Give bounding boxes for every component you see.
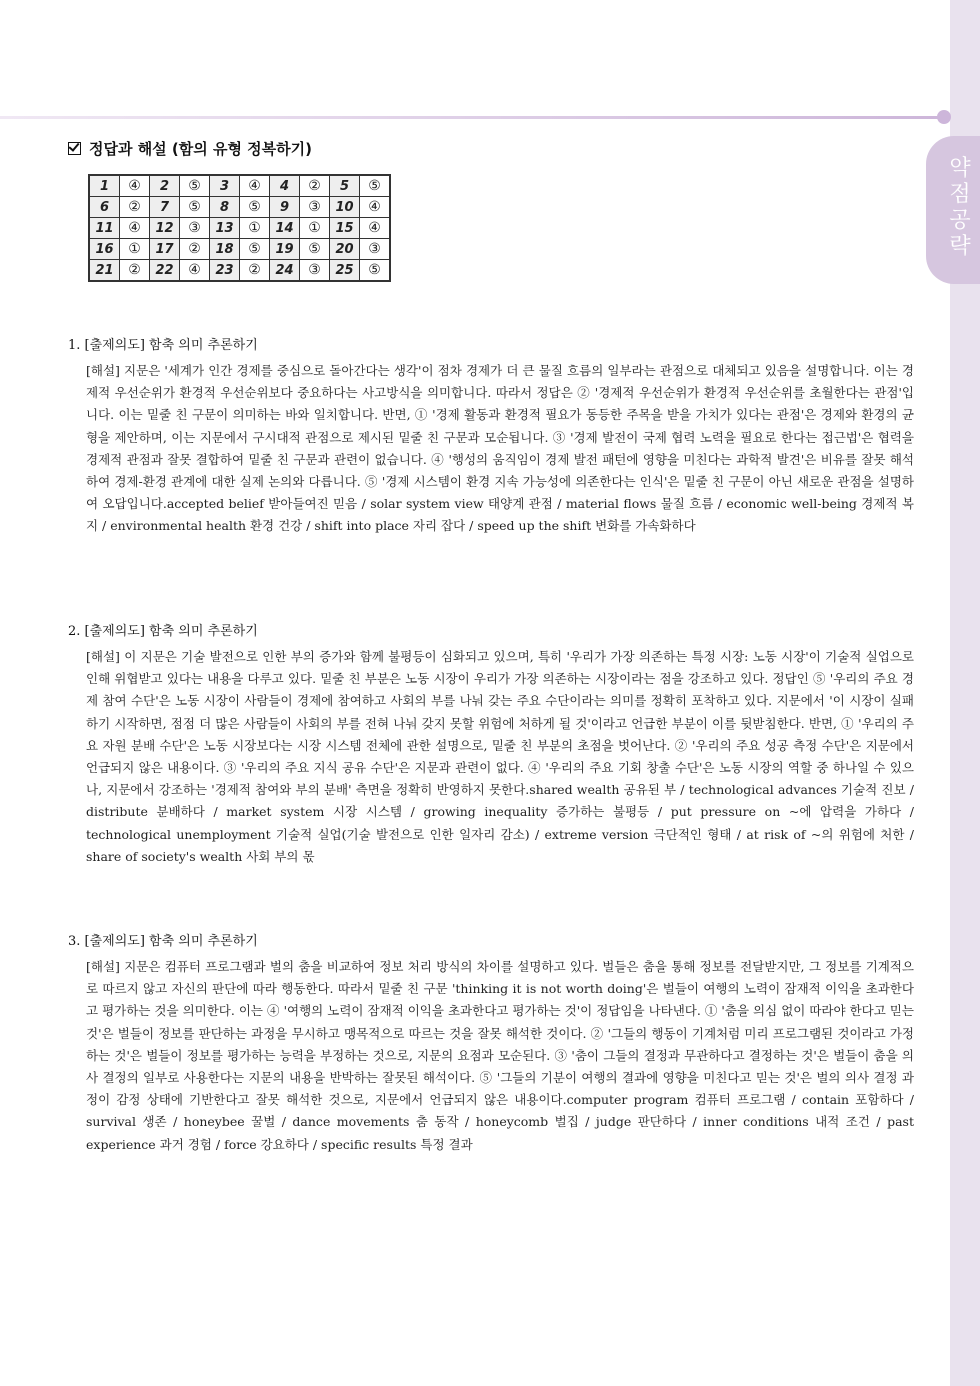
answer-choice: ③	[300, 197, 330, 218]
question-explanation: [해설] 지문은 '세계가 인간 경제를 중심으로 돌아간다는 생각'이 점차 경제가 더 큰 물질 흐름의 일부라는 관점으로 대체되고 있음을 설명합니다. 이는 경제적 우선순위가 환경적 우선순위보다 중요하다는 사고방식을 의미합니다. 따라서 정답은 ② '경제적 우선순위가 환경적 우선순위를 초월한다는 관점'입니다. 이는 밑줄 친 구문이 의미하는 바와 일치합니다. 반면, ① '경제 활동과 환경적 필요가 동등한 주목을 받을 가치가 있다는 관점'은 경제와 환경의 균형을 제안하며, 이는 지문에서 구시대적 관점으로 제시된 밑줄 친 구문과 모순됩니다. ③ '경제 발전이 국제 협력 노력을 필요로 한다는 접근법'은 협력을 경제적 관점과 잘못 결합하여 밑줄 친 구문과 관련이 없습니다. ④ '행성의 움직임이 경제 발전 패턴에 영향을 미친다는 과학적 발견'은 비유를 잘못 해석하여 경제-환경 관계에 대한 실제 논의와 다릅니다. ⑤ '경제 시스템이 환경 지속 가능성에 의존한다는 인식'은 밑줄 친 구문이 아닌 새로운 관점을 설명하여 오답입니다.accepted belief 받아들여진 믿음 / solar system view 태양계 관점 / material flows 물질 흐름 / economic well-being 경제적 복지 / environmental health 환경 건강 / shift into place 자리 잡다 / speed up the shift 변화를 가속화하다	[86, 363, 914, 534]
answer-choice: ④	[120, 218, 150, 239]
checkbox-icon	[68, 142, 81, 155]
question-heading: 3. [출제의도] 함축 의미 추론하기	[68, 934, 258, 949]
question-number: 7	[150, 197, 180, 218]
answer-choice: ④	[120, 175, 150, 197]
question-number: 6	[89, 197, 120, 218]
question-number: 21	[89, 260, 120, 282]
question-heading: 2. [출제의도] 함축 의미 추론하기	[68, 624, 258, 639]
answer-choice: ①	[300, 218, 330, 239]
answer-choice: ①	[120, 239, 150, 260]
question-explanation: [해설] 지문은 컴퓨터 프로그램과 벌의 춤을 비교하여 정보 처리 방식의 차이를 설명하고 있다. 벌들은 춤을 통해 정보를 전달받지만, 그 정보를 기계적으로 따르지 않고 자신의 판단에 따라 행동한다. 따라서 밑줄 친 구문 'thinking it is not worth doing'은 벌들이 여행의 노력이 잠재적 이익을 초과한다고 평가하는 것을 의미한다. 이는 ④ '여행의 노력이 잠재적 이익을 초과한다고 평가하는 것'이 정답임을 나타낸다. ① '춤을 의심 없이 따라야 한다고 믿는 것'은 벌들이 정보를 판단하는 과정을 무시하고 맹목적으로 따르는 것을 잘못 해석한 것이다. ② '그들의 행동이 기계처럼 미리 프로그램된 것이라고 가정하는 것'은 벌들이 정보를 평가하는 능력을 부정하는 것으로, 지문의 요점과 모순된다. ③ '춤이 그들의 결정과 무관하다고 결정하는 것'은 벌들이 춤을 의사 결정의 일부로 사용한다는 지문의 내용을 반박하는 잘못된 해석이다. ⑤ '그들의 기분이 여행의 결과에 영향을 미친다고 믿는 것'은 벌의 의사 결정 과정이 감정 상태에 기반한다고 잘못 해석한 것으로, 지문에서 언급되지 않은 내용이다.computer program 컴퓨터 프로그램 / contain 포함하다 / survival 생존 / honeybee 꿀벌 / dance movements 춤 동작 / honeycomb 벌집 / judge 판단하다 / inner conditions 내적 조건 / past experience 과거 경험 / force 강요하다 / specific results 특정 결과	[86, 959, 914, 1152]
answer-choice: ④	[180, 260, 210, 282]
answer-row	[89, 175, 390, 197]
answer-choice: ⑤	[360, 260, 391, 282]
header-rule-dot	[937, 110, 951, 124]
question-number: 16	[89, 239, 120, 260]
answer-choice: ①	[240, 218, 270, 239]
question-number: 19	[270, 239, 300, 260]
answer-choice: ④	[240, 175, 270, 197]
question-number: 12	[150, 218, 180, 239]
answer-choice: ②	[240, 260, 270, 282]
question-number: 23	[210, 260, 240, 282]
question-number: 17	[150, 239, 180, 260]
answer-choice: ②	[120, 260, 150, 282]
answer-choice: ⑤	[240, 239, 270, 260]
answer-choice: ③	[360, 239, 391, 260]
answer-row	[89, 260, 390, 282]
answer-choice: ⑤	[180, 197, 210, 218]
question-2	[68, 622, 914, 868]
question-heading: 1. [출제의도] 함축 의미 추론하기	[68, 338, 258, 353]
answer-choice: ②	[180, 239, 210, 260]
question-number: 18	[210, 239, 240, 260]
side-tab-label: 약점공략	[949, 156, 971, 259]
question-1	[68, 336, 914, 538]
question-number: 11	[89, 218, 120, 239]
question-number: 4	[270, 175, 300, 197]
question-number: 3	[210, 175, 240, 197]
answer-choice: ③	[300, 260, 330, 282]
question-number: 25	[330, 260, 360, 282]
question-number: 22	[150, 260, 180, 282]
answer-table	[88, 174, 391, 282]
question-explanation: [해설] 이 지문은 기술 발전으로 인한 부의 증가와 함께 불평등이 심화되고 있으며, 특히 '우리가 가장 의존하는 특정 시장: 노동 시장'이 기술적 실업으로 인해 위협받고 있다는 내용을 다루고 있다. 밑줄 친 부분은 노동 시장이 우리가 가장 의존하는 시장이라는 점을 강조하고 있다. 정답인 ⑤ '우리의 주요 경제 참여 수단'은 노동 시장이 사람들이 경제에 참여하고 사회의 부를 나눠 갖는 주요 수단이라는 의미를 정확히 포착하고 있다. 지문에서 '이 시장이 실패하기 시작하면, 점점 더 많은 사람들이 사회의 부를 전혀 나눠 갖지 못할 위험에 처하게 될 것'이라고 언급한 부분이 이를 뒷받침한다. 반면, ① '우리의 주요 자원 분배 수단'은 노동 시장보다는 시장 시스템 전체에 관한 설명으로, 밑줄 친 부분의 초점을 벗어난다. ② '우리의 주요 성공 측정 수단'은 지문에서 언급되지 않은 내용이다. ③ '우리의 주요 지식 공유 수단'은 지문과 관련이 없다. ④ '우리의 주요 기회 창출 수단'은 노동 시장의 역할 중 하나일 수 있으나, 지문에서 강조하는 '경제적 참여와 부의 분배' 측면을 정확히 반영하지 못한다.shared wealth 공유된 부 / technological advances 기술적 진보 / distribute 분배하다 / market system 시장 시스템 / growing inequality 증가하는 불평등 / put pressure on ~에 압력을 가하다 / technological unemployment 기술적 실업(기술 발전으로 인한 일자리 감소) / extreme version 극단적인 형태 / at risk of ~의 위험에 처한 / share of society's wealth 사회 부의 몫	[86, 649, 914, 864]
question-number: 24	[270, 260, 300, 282]
answer-row	[89, 218, 390, 239]
answer-choice: ②	[300, 175, 330, 197]
question-number: 14	[270, 218, 300, 239]
answer-choice: ⑤	[240, 197, 270, 218]
question-number: 20	[330, 239, 360, 260]
question-number: 5	[330, 175, 360, 197]
answer-choice: ⑤	[180, 175, 210, 197]
answer-choice: ③	[180, 218, 210, 239]
answer-choice: ④	[360, 197, 391, 218]
section-title	[68, 138, 312, 159]
answer-choice: ⑤	[300, 239, 330, 260]
question-number: 10	[330, 197, 360, 218]
question-number: 15	[330, 218, 360, 239]
question-number: 1	[89, 175, 120, 197]
question-number: 2	[150, 175, 180, 197]
section-title-text: 정답과 해설 (함의 유형 정복하기)	[89, 140, 312, 158]
question-number: 13	[210, 218, 240, 239]
question-number: 8	[210, 197, 240, 218]
question-number: 9	[270, 197, 300, 218]
answer-choice: ④	[360, 218, 391, 239]
answer-row	[89, 239, 390, 260]
header-rule	[0, 116, 940, 119]
answer-choice: ⑤	[360, 175, 391, 197]
question-3	[68, 932, 914, 1156]
answer-row	[89, 197, 390, 218]
answer-choice: ②	[120, 197, 150, 218]
